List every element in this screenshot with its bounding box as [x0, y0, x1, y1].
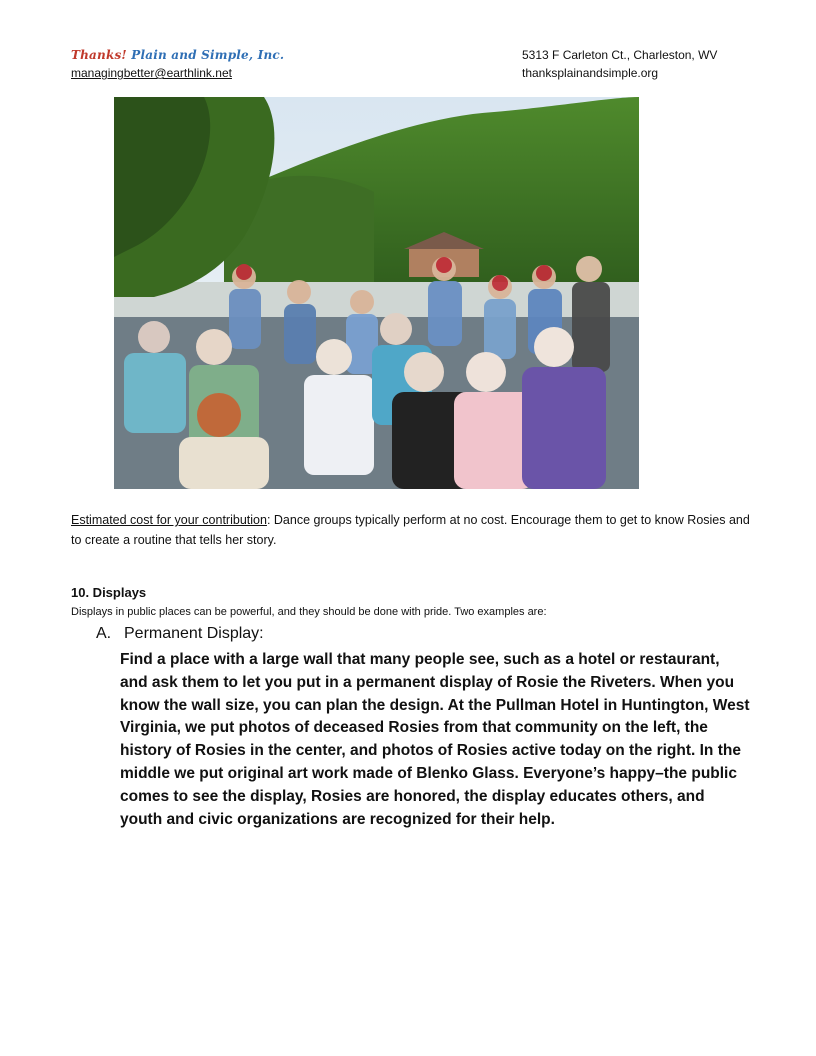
item-letter: A.: [96, 625, 112, 642]
section-intro: Displays in public places can be powerful, and they should be done with pride. Two examples are:: [71, 606, 547, 618]
section-heading: 10. Displays: [71, 585, 147, 600]
group-photo: [114, 97, 639, 489]
header-right: [522, 48, 717, 80]
brand-plain-simple: Plain and Simple, Inc.: [126, 48, 285, 62]
header-left: [71, 48, 284, 80]
item-body: Find a place with a large wall that many people see, such as a hotel or restaurant, and ask them to let you put in a permanent display of Rosie the Riveters. When you know the wall size, you can plan the design. At the Pullman Hotel in Huntington, West Virginia, we put photos of deceased Rosies from that community on the left, the history of Rosies in the center, and photos of Rosies active today on the right. In the middle we put original art work made of Blenko Glass. Everyone’s happy–the public comes to see the display, Rosies are honored, the display educates others, and youth and civic organizations are recognized for their help.: [120, 651, 750, 828]
cost-paragraph: [71, 510, 751, 550]
item-title: Permanent Display:: [124, 625, 264, 642]
brand-thanks: Thanks!: [71, 48, 127, 62]
brand-name: [71, 48, 284, 62]
cost-label: Estimated cost for your contribution: [71, 513, 267, 527]
address: 5313 F Carleton Ct., Charleston, WV: [522, 48, 718, 62]
item-heading: [96, 625, 264, 643]
email-link[interactable]: managingbetter@earthlink.net: [71, 66, 232, 80]
website: thanksplainandsimple.org: [522, 66, 659, 80]
cost-text: : Dance groups typically perform at no cost. Encourage them to get to know Rosies and to create a routine that tells her story.: [71, 513, 750, 547]
